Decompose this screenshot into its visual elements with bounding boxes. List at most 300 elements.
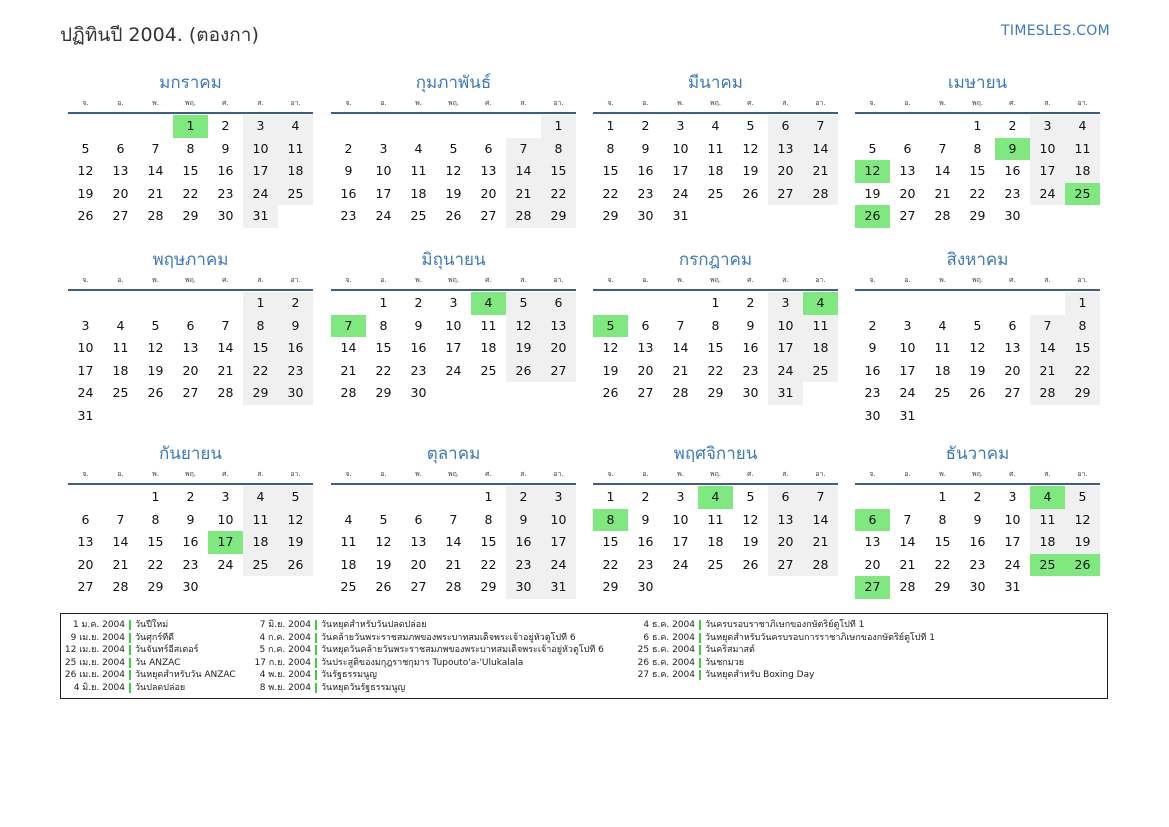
weekday-label: พ.: [939, 276, 946, 284]
weekday-header: [593, 96, 838, 110]
holiday-marker: [129, 658, 131, 668]
weekday-label: ศ.: [485, 99, 492, 107]
holiday-name: วันศุกร์ที่ดี: [135, 632, 174, 643]
holiday-marker: [315, 683, 317, 693]
weekday-label: จ.: [607, 276, 614, 284]
weekday-label: พ.: [415, 99, 422, 107]
weekday-header: [855, 96, 1100, 110]
weekday-label: ส.: [257, 276, 264, 284]
day-cell: 25: [243, 554, 278, 577]
empty-cell: [593, 292, 628, 315]
day-cell: 23: [742, 362, 759, 378]
day-cell: 29: [182, 208, 199, 223]
holiday-row: [61, 657, 236, 670]
day-cell: 28: [112, 579, 129, 594]
day-cell: 20: [480, 185, 497, 201]
holiday-marker: [129, 645, 131, 655]
day-cell: 21: [506, 183, 541, 206]
day-cell: 2: [221, 118, 230, 133]
weekday-label: ศ.: [1009, 470, 1016, 478]
day-cell: 7: [803, 115, 838, 138]
holiday-name: วันหยุดสำหรับวัน ANZAC: [135, 670, 236, 680]
weekday-header: [331, 467, 576, 481]
day-cell: 18: [340, 556, 357, 572]
weekday-label: อา.: [815, 470, 826, 478]
day-cell: 7: [676, 317, 685, 333]
month-name: เมษายน: [947, 73, 1008, 93]
day-cell: 26: [278, 554, 313, 577]
day-cell: 6: [1008, 317, 1017, 333]
day-cell: 8: [1065, 315, 1100, 338]
day-cell: 31: [672, 208, 689, 223]
weekday-label: ศ.: [1009, 276, 1016, 284]
empty-cell: [103, 486, 138, 509]
weekday-label: พ.: [152, 99, 159, 107]
holiday-row: [631, 657, 935, 670]
day-cell: 20: [410, 556, 427, 572]
day-cell: 1: [541, 115, 576, 138]
holiday-date: 26 เม.ย. 2004: [64, 670, 125, 680]
day-cell: 19: [506, 337, 541, 360]
day-cell: 17: [1030, 160, 1065, 183]
empty-cell: [628, 292, 663, 315]
day-cell: 18: [410, 185, 427, 201]
day-cell: 1: [1065, 292, 1100, 315]
day-cell: 5: [973, 317, 982, 333]
day-cell: 9: [278, 315, 313, 338]
day-cell: 7: [221, 317, 230, 333]
day-grid: [68, 292, 313, 427]
weekday-label: อ.: [904, 276, 911, 284]
weekday-label: อ.: [117, 276, 124, 284]
day-cell: 23: [969, 556, 986, 572]
month-divider: [68, 289, 313, 291]
weekday-label: ส.: [257, 99, 264, 107]
day-cell: 27: [480, 208, 497, 223]
weekday-label: พฤ.: [447, 276, 460, 284]
weekday-label: พฤ.: [184, 470, 197, 478]
day-cell: 22: [969, 185, 986, 201]
weekday-label: พ.: [152, 470, 159, 478]
empty-cell: [103, 292, 138, 315]
day-cell: 11: [112, 340, 129, 355]
day-cell: 27: [768, 554, 803, 577]
day-cell: 3: [1030, 115, 1065, 138]
empty-cell: [68, 115, 103, 138]
holiday-marker: [129, 670, 131, 680]
day-cell: 3: [81, 317, 90, 333]
day-cell: 13: [182, 340, 199, 355]
weekday-label: จ.: [869, 99, 876, 107]
weekday-label: พ.: [677, 276, 684, 284]
month-divider: [68, 483, 313, 485]
day-cell: 19: [1065, 531, 1100, 554]
day-cell: 5: [278, 486, 313, 509]
day-cell: 20: [637, 362, 654, 378]
day-cell: 26: [742, 185, 759, 201]
day-cell: 30: [637, 579, 654, 594]
day-cell: 19: [969, 362, 986, 378]
weekday-header: [68, 467, 313, 481]
day-cell: 10: [217, 511, 234, 527]
day-cell: 16: [637, 534, 654, 549]
day-cell: 9: [868, 340, 877, 355]
day-cell: 10: [77, 340, 94, 355]
day-cell: 27: [1004, 385, 1021, 400]
month-divider: [68, 112, 313, 114]
day-cell: 14: [803, 138, 838, 161]
weekday-header: [855, 467, 1100, 481]
weekday-label: อ.: [117, 99, 124, 107]
day-cell: 27: [182, 385, 199, 400]
day-cell: 31: [77, 407, 94, 423]
day-cell: 26: [602, 385, 619, 400]
holiday-name: วันปีใหม่: [135, 620, 169, 630]
day-cell: 24: [217, 556, 234, 572]
weekday-header: [593, 273, 838, 287]
day-cell: 18: [1065, 160, 1100, 183]
holiday-name: วันประสูติของมกุฎราชกุมาร Tupouto'a-'Ulukalala: [321, 657, 524, 668]
month-divider: [855, 483, 1100, 485]
day-grid: [593, 486, 838, 599]
weekday-label: ศ.: [747, 276, 754, 284]
day-cell: 15: [707, 340, 724, 355]
day-grid: [855, 486, 1100, 599]
day-cell: 2: [746, 295, 755, 310]
day-cell: 19: [375, 556, 392, 572]
weekday-label: พฤ.: [709, 99, 722, 107]
day-cell: 19: [602, 362, 619, 378]
day-cell: 13: [541, 315, 576, 338]
empty-cell: [436, 115, 471, 138]
empty-cell: [436, 486, 471, 509]
day-cell: 12: [602, 340, 619, 355]
day-cell: 5: [746, 118, 755, 133]
holiday-name: วันคริสมาสต์: [705, 645, 755, 655]
weekday-label: ส.: [1044, 99, 1051, 107]
weekday-label: จ.: [607, 470, 614, 478]
day-cell: 29: [707, 385, 724, 400]
day-cell: 10: [899, 340, 916, 355]
holiday-day-cell: 4: [471, 292, 506, 315]
day-cell: 17: [672, 534, 689, 549]
brand-link[interactable]: TIMESLES.COM: [1001, 23, 1110, 39]
day-cell: 15: [541, 160, 576, 183]
weekday-label: จ.: [82, 99, 89, 107]
weekday-label: พ.: [939, 470, 946, 478]
day-cell: 25: [340, 579, 357, 594]
day-cell: 7: [506, 138, 541, 161]
month-block: [855, 70, 1100, 228]
holiday-row: [247, 632, 604, 645]
holiday-date: 27 ธ.ค. 2004: [637, 670, 695, 680]
weekday-label: ศ.: [747, 99, 754, 107]
day-cell: 22: [182, 185, 199, 201]
day-cell: 29: [602, 208, 619, 223]
day-cell: 23: [217, 185, 234, 201]
day-cell: 20: [864, 556, 881, 572]
day-cell: 22: [602, 556, 619, 572]
day-cell: 24: [445, 362, 462, 378]
day-cell: 15: [480, 534, 497, 549]
day-cell: 6: [414, 511, 423, 527]
weekday-label: อา.: [290, 99, 301, 107]
day-cell: 8: [151, 511, 160, 527]
day-grid: [331, 486, 576, 599]
empty-cell: [925, 115, 960, 138]
weekday-label: ศ.: [747, 470, 754, 478]
weekday-label: อ.: [117, 470, 124, 478]
day-cell: 19: [864, 185, 881, 201]
day-cell: 14: [217, 340, 234, 355]
day-cell: 22: [602, 185, 619, 201]
weekday-label: อ.: [642, 276, 649, 284]
day-cell: 20: [768, 160, 803, 183]
day-cell: 20: [112, 185, 129, 201]
day-cell: 4: [1065, 115, 1100, 138]
day-cell: 29: [602, 579, 619, 594]
day-cell: 26: [742, 556, 759, 572]
day-cell: 23: [637, 185, 654, 201]
holiday-column: [247, 619, 604, 694]
holiday-row: [631, 632, 935, 645]
day-cell: 24: [243, 183, 278, 206]
day-cell: 17: [77, 362, 94, 378]
weekday-label: ส.: [520, 99, 527, 107]
holiday-name: วันหยุดสำหรับ Boxing Day: [705, 670, 815, 680]
month-divider: [593, 112, 838, 114]
day-cell: 26: [147, 385, 164, 400]
day-cell: 28: [1030, 382, 1065, 405]
day-cell: 2: [641, 489, 650, 504]
day-cell: 8: [243, 315, 278, 338]
day-cell: 30: [742, 385, 759, 400]
weekday-label: พฤ.: [184, 276, 197, 284]
day-cell: 21: [112, 556, 129, 572]
day-cell: 9: [221, 140, 230, 156]
day-cell: 29: [375, 385, 392, 400]
empty-cell: [401, 486, 436, 509]
day-cell: 14: [147, 163, 164, 178]
day-cell: 15: [243, 337, 278, 360]
holiday-day-cell: 12: [855, 160, 890, 183]
weekday-label: พ.: [415, 276, 422, 284]
day-cell: 9: [641, 511, 650, 527]
day-cell: 20: [768, 531, 803, 554]
holiday-day-cell: 9: [995, 138, 1030, 161]
month-block: [855, 247, 1100, 427]
day-cell: 18: [278, 160, 313, 183]
day-cell: 29: [934, 579, 951, 594]
month-divider: [593, 289, 838, 291]
empty-cell: [138, 115, 173, 138]
day-cell: 31: [768, 382, 803, 405]
holiday-date: 5 ก.ค. 2004: [259, 645, 311, 655]
weekday-label: อา.: [553, 99, 564, 107]
empty-cell: [68, 292, 103, 315]
empty-cell: [331, 115, 366, 138]
month-block: [331, 441, 576, 599]
day-cell: 21: [217, 362, 234, 378]
day-cell: 9: [344, 163, 353, 178]
weekday-label: อ.: [380, 470, 387, 478]
day-cell: 22: [243, 360, 278, 383]
day-cell: 26: [445, 208, 462, 223]
day-cell: 12: [506, 315, 541, 338]
day-cell: 21: [899, 556, 916, 572]
day-cell: 29: [541, 205, 576, 228]
day-cell: 22: [707, 362, 724, 378]
day-cell: 13: [768, 509, 803, 532]
month-divider: [331, 483, 576, 485]
day-cell: 23: [637, 556, 654, 572]
day-cell: 31: [541, 576, 576, 599]
day-cell: 27: [899, 208, 916, 223]
day-cell: 23: [864, 385, 881, 400]
empty-cell: [366, 115, 401, 138]
day-cell: 5: [1065, 486, 1100, 509]
day-cell: 22: [1065, 360, 1100, 383]
day-cell: 16: [742, 340, 759, 355]
day-cell: 22: [480, 556, 497, 572]
month-name: กุมภาพันธ์: [415, 73, 492, 93]
day-cell: 3: [676, 118, 685, 133]
day-cell: 29: [969, 208, 986, 223]
weekday-header: [855, 273, 1100, 287]
day-cell: 2: [1008, 118, 1017, 133]
day-cell: 30: [1004, 208, 1021, 223]
day-grid: [855, 115, 1100, 228]
day-cell: 10: [243, 138, 278, 161]
month-divider: [331, 289, 576, 291]
holiday-date: 25 เม.ย. 2004: [64, 657, 125, 668]
day-cell: 28: [506, 205, 541, 228]
day-cell: 29: [480, 579, 497, 594]
day-grid: [68, 115, 313, 228]
day-cell: 15: [182, 163, 199, 178]
day-cell: 2: [641, 118, 650, 133]
day-cell: 17: [375, 185, 392, 201]
day-cell: 18: [707, 534, 724, 549]
weekday-label: พ.: [152, 276, 159, 284]
weekday-label: พฤ.: [971, 99, 984, 107]
day-cell: 5: [506, 292, 541, 315]
holiday-day-cell: 1: [173, 115, 208, 138]
day-cell: 13: [410, 534, 427, 549]
day-cell: 13: [1004, 340, 1021, 355]
day-cell: 3: [768, 292, 803, 315]
empty-cell: [208, 292, 243, 315]
day-cell: 5: [868, 140, 877, 156]
month-divider: [593, 483, 838, 485]
day-cell: 26: [375, 579, 392, 594]
day-cell: 12: [147, 340, 164, 355]
empty-cell: [331, 486, 366, 509]
day-cell: 4: [938, 317, 947, 333]
day-cell: 24: [672, 556, 689, 572]
holiday-row: [61, 619, 236, 632]
day-cell: 29: [1065, 382, 1100, 405]
day-cell: 16: [340, 185, 357, 201]
day-cell: 22: [934, 556, 951, 572]
day-cell: 10: [672, 140, 689, 156]
day-cell: 17: [1004, 534, 1021, 549]
day-cell: 7: [449, 511, 458, 527]
day-cell: 28: [899, 579, 916, 594]
weekday-label: พฤ.: [447, 470, 460, 478]
day-cell: 16: [864, 362, 881, 378]
day-cell: 21: [147, 185, 164, 201]
holiday-day-cell: 7: [331, 315, 366, 338]
day-cell: 2: [186, 489, 195, 504]
day-cell: 12: [742, 140, 759, 156]
holiday-marker: [315, 645, 317, 655]
day-cell: 3: [449, 295, 458, 310]
day-cell: 8: [938, 511, 947, 527]
day-cell: 10: [541, 509, 576, 532]
day-cell: 13: [768, 138, 803, 161]
holiday-date: 4 ก.ค. 2004: [259, 632, 311, 643]
holiday-date: 25 ธ.ค. 2004: [637, 645, 695, 655]
day-cell: 30: [410, 385, 427, 400]
month-block: [855, 441, 1100, 599]
empty-cell: [471, 115, 506, 138]
day-cell: 20: [1004, 362, 1021, 378]
day-cell: 30: [217, 208, 234, 223]
day-cell: 16: [217, 163, 234, 178]
weekday-label: อา.: [290, 470, 301, 478]
day-cell: 23: [1004, 185, 1021, 201]
weekday-label: ส.: [520, 470, 527, 478]
day-cell: 30: [506, 576, 541, 599]
day-cell: 24: [768, 360, 803, 383]
holiday-date: 12 เม.ย. 2004: [64, 645, 125, 655]
month-block: [68, 441, 313, 599]
weekday-label: อา.: [815, 276, 826, 284]
month-block: [68, 247, 313, 427]
day-cell: 19: [742, 163, 759, 178]
day-cell: 23: [182, 556, 199, 572]
day-cell: 8: [186, 140, 195, 156]
weekday-label: อา.: [1077, 99, 1088, 107]
day-cell: 23: [278, 360, 313, 383]
day-cell: 14: [899, 534, 916, 549]
day-cell: 25: [480, 362, 497, 378]
day-cell: 11: [707, 140, 724, 156]
day-cell: 13: [112, 163, 129, 178]
day-grid: [593, 115, 838, 228]
day-cell: 17: [243, 160, 278, 183]
day-cell: 20: [541, 337, 576, 360]
empty-cell: [68, 486, 103, 509]
day-cell: 23: [506, 554, 541, 577]
day-cell: 11: [243, 509, 278, 532]
day-cell: 11: [410, 163, 427, 178]
holiday-name: วันหยุดวันรัฐธรรมนูญ: [321, 682, 406, 693]
day-cell: 21: [1030, 360, 1065, 383]
day-cell: 1: [243, 292, 278, 315]
day-cell: 24: [375, 208, 392, 223]
day-cell: 1: [973, 118, 982, 133]
day-cell: 1: [379, 295, 388, 310]
day-cell: 15: [602, 534, 619, 549]
day-cell: 24: [1030, 183, 1065, 206]
day-cell: 14: [445, 534, 462, 549]
day-cell: 17: [445, 340, 462, 355]
day-cell: 27: [77, 579, 94, 594]
day-cell: 28: [672, 385, 689, 400]
day-cell: 22: [541, 183, 576, 206]
